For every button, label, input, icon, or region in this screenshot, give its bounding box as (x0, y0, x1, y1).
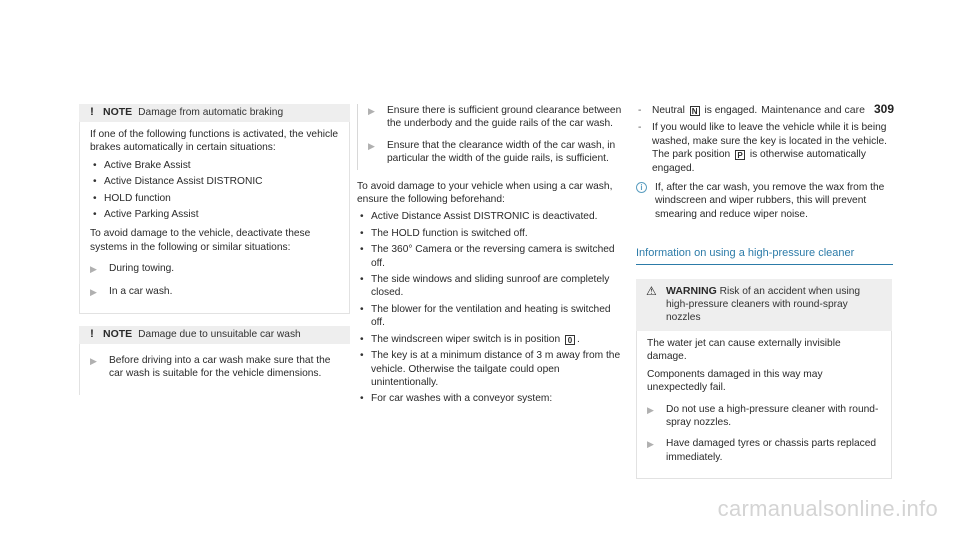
step-item: ▶ Ensure there is sufficient ground clearance between the underbody and the guide rails of the car wash. (368, 105, 622, 130)
note-keyword: NOTE (103, 106, 133, 119)
warning-title: Risk of an accident when using high-pressure cleaners with round-spray nozzles (666, 285, 861, 324)
list-item: • Active Distance Assist DISTRONIC is deactivated. (357, 210, 625, 223)
list-item: • The side windows and sliding sunroof are completely closed. (357, 273, 625, 300)
step-item: ▶ In a car wash. (90, 285, 339, 299)
warning-box (636, 279, 892, 479)
warning-triangle-icon: ⚠ (646, 283, 657, 298)
arrow-right-icon: ▶ (647, 404, 654, 415)
warning-body (636, 331, 892, 479)
arrow-right-icon: ▶ (368, 140, 375, 151)
section-title: Maintenance and care (761, 104, 865, 116)
neutral-key: N (690, 106, 700, 116)
column-2 (357, 104, 625, 412)
warning-keyword: WARNING (666, 284, 717, 297)
list-item: - If you would like to leave the vehicle while it is being washed, make sure the key is located in the vehicle. The park position P is otherwise automatically engaged. (636, 121, 892, 175)
step-item: ▶ During towing. (90, 262, 339, 276)
list-item: - Neutral N is engaged. (636, 104, 892, 117)
note-advice: To avoid damage to the vehicle, deactivate these systems in the following or similar situations: (90, 228, 311, 253)
step-item: ▶ Have damaged tyres or chassis parts replaced immediately. (647, 438, 877, 463)
list-item: • HOLD function (90, 192, 339, 205)
column-1 (79, 104, 350, 395)
note-body (79, 344, 350, 395)
note-title: Damage due to unsuitable car wash (138, 329, 301, 341)
note-header (79, 326, 350, 344)
column-3 (636, 104, 892, 479)
page-number: 309 (873, 102, 894, 116)
list-item: • Active Brake Assist (90, 159, 339, 172)
arrow-right-icon: ▶ (90, 356, 97, 367)
list-item: • The key is at a minimum distance of 3 m away from the vehicle. Otherwise the tailgate could open unintentionally. (357, 349, 625, 389)
arrow-right-icon: ▶ (90, 286, 97, 297)
warning-header (636, 279, 892, 331)
arrow-right-icon: ▶ (647, 439, 654, 450)
list-item: • The 360° Camera or the reversing camera is switched off. (357, 243, 625, 270)
list-item: • The HOLD function is switched off. (357, 227, 625, 240)
list-item: • The blower for the ventilation and heating is switched off. (357, 303, 625, 330)
step-item: ▶ Ensure that the clearance width of the car wash, in particular the width of the guide rails, is sufficient. (368, 139, 616, 165)
note-intro: If one of the following functions is activated, the vehicle brakes automatically in certain situations: (90, 129, 339, 154)
exclamation-icon: ! (90, 106, 94, 119)
car-wash-checklist (357, 210, 625, 405)
arrow-right-icon: ▶ (90, 264, 97, 275)
function-list (90, 159, 339, 222)
list-item: • Active Parking Assist (90, 208, 339, 221)
list-item: • The windscreen wiper switch is in position 0 . (357, 333, 625, 346)
car-wash-intro: To avoid damage to your vehicle when using a car wash, ensure the following beforehand: (357, 180, 613, 206)
warning-text: Components damaged in this way may unexpectedly fail. (647, 368, 823, 394)
step-item: ▶ Do not use a high-pressure cleaner with round-spray nozzles. (647, 403, 879, 428)
continued-steps (357, 104, 625, 170)
warning-text: The water jet can cause externally invisible damage. (647, 337, 841, 363)
info-icon: i (636, 182, 647, 193)
watermark: carmanualsonline.info (717, 496, 938, 521)
note-body (79, 122, 350, 314)
note-header (79, 104, 350, 122)
note-keyword: NOTE (103, 328, 133, 341)
tip (636, 181, 892, 221)
conveyor-list (636, 104, 892, 175)
section-heading: Information on using a high-pressure cleaner (636, 247, 893, 264)
list-item: • Active Distance Assist DISTRONIC (90, 175, 339, 188)
note-unsuitable-car-wash (79, 326, 350, 395)
step-item: ▶ Before driving into a car wash make sure that the car wash is suitable for the vehicle dimensions. (90, 355, 331, 380)
exclamation-icon: ! (90, 328, 94, 341)
wiper-position-key: 0 (565, 335, 575, 345)
arrow-right-icon: ▶ (368, 106, 375, 116)
note-title: Damage from automatic braking (138, 107, 284, 119)
tip-text: If, after the car wash, you remove the wax from the windscreen and wiper rubbers, this will prevent smearing and reduce wiper noise. (655, 182, 885, 220)
note-automatic-braking (79, 104, 350, 314)
park-key: P (735, 150, 745, 160)
list-item: • For car washes with a conveyor system: (357, 392, 625, 405)
